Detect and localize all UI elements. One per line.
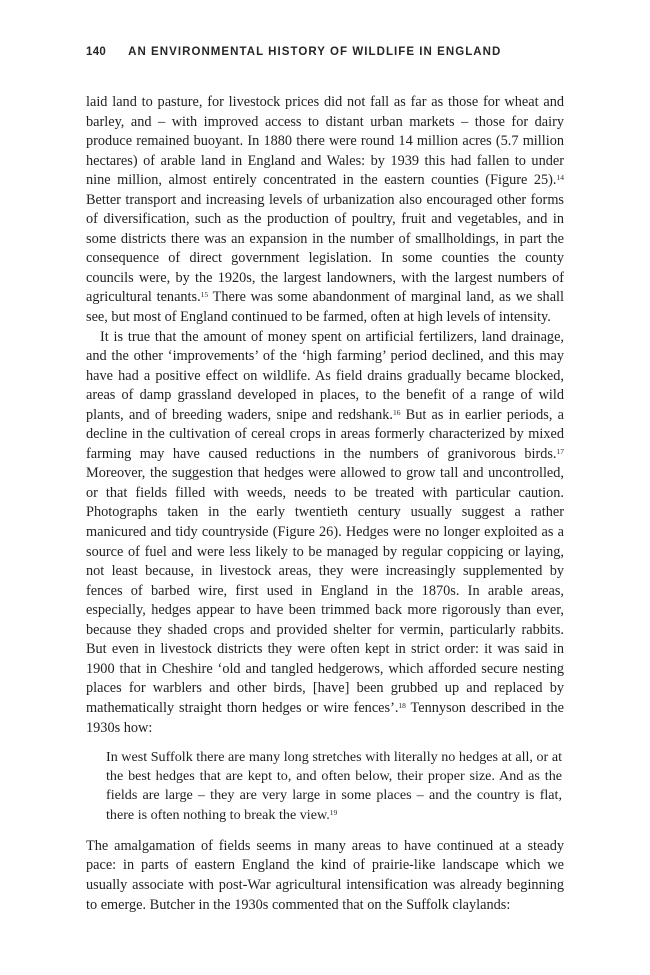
paragraph-hedges: [86, 328, 564, 738]
body-text: [86, 93, 564, 915]
paragraph-1-text-c: There was some abandonment of marginal land, as we shall see, but most of England continued to be farmed, often at high levels of intensity.: [86, 289, 564, 326]
running-title: AN ENVIRONMENTAL HISTORY OF WILDLIFE IN ENGLAND: [128, 46, 502, 58]
page-number: 140: [86, 46, 107, 58]
paragraph-continued: [86, 93, 564, 328]
footnote-ref-15: 15: [200, 290, 209, 300]
paragraph-amalgamation: [86, 837, 564, 915]
footnote-ref-16: 16: [392, 407, 401, 417]
paragraph-2-text-d: Tennyson described in the 1930s how:: [86, 699, 564, 736]
paragraph-1-text-b: Better transport and increasing levels of urbanization also encouraged other forms of diversification, such as the production of poultry, fruit and vegetables, and in some districts there was an expansion in the number of smallholdings, in part the consequence of direct government legislation. In some counties the county councils were, by the 1920s, the largest landowners, with the largest numbers of agricultural tenants.: [86, 191, 564, 306]
paragraph-2-text-b: But as in earlier periods, a decline in the cultivation of cereal crops in areas formerly characterized by mixed farming may have caused reductions in the numbers of granivorous birds.: [86, 406, 564, 462]
paragraph-1-text-a: laid land to pasture, for livestock prices did not fall as far as those for wheat and barley, and – with improved access to distant urban markets – those for dairy produce remained buoyant. In 1880 there were round 14 million acres (5.7 million hectares) of arable land in England and Wales: by 1939 this had fallen to under nine million, almost entirely concentrated in the eastern counties (Figure 25).: [86, 94, 564, 189]
paragraph-3-text: The amalgamation of fields seems in many areas to have continued at a steady pace: in parts of eastern England the kind of prairie-like landscape which we usually associate with post-War agricultural intensification was already beginning to emerge. Butcher in the 1930s commented that on the Suffolk claylands:: [86, 837, 564, 913]
footnote-ref-17: 17: [556, 446, 564, 456]
footnote-ref-18: 18: [398, 700, 406, 710]
paragraph-2-text-a: It is true that the amount of money spent on artificial fertilizers, land drainage, and the other ‘improvements’ of the ‘high farming’ period declined, and this may have had a positive effect on wildlife. As field drains gradually became blocked, areas of damp grassland developed in places, to the benefit of a range of wild plants, and of breeding waders, snipe and redshank.: [86, 328, 564, 423]
footnote-ref-14: 14: [556, 173, 564, 183]
block-quote: [106, 748, 562, 825]
footnote-ref-19: 19: [329, 807, 338, 817]
paragraph-2-text-c: Moreover, the suggestion that hedges were allowed to grow tall and uncontrolled, or that fields filled with weeds, needs to be treated with particular caution. Photographs taken in the early twentieth century usually suggest a rather manicured and tidy countryside (Figure 26). Hedges were no longer exploited as a source of fuel and were less likely to be managed by regular coppicing or laying, not least because, in livestock areas, they were increasingly supplemented by fences of barbed wire, first used in England in the 1870s. In arable areas, especially, hedges appear to have been trimmed back more rigorously than ever, because they shaded crops and provided shelter for vermin, particularly rabbits. But even in livestock districts they were often kept in strict order: it was said in 1900 that in Cheshire ‘old and tangled hedgerows, which afforded secure nesting places for warblers and other birds, [have] been grubbed up and replaced by mathematically straight thorn hedges or wire fences’.: [86, 465, 564, 716]
block-quote-text: In west Suffolk there are many long stretches with literally no hedges at all, or at the best hedges that are kept to, and often below, their proper size. And as the fields are large – they are very large in some places – and the country is flat, there is often nothing to break the view.: [106, 749, 562, 823]
running-head: [86, 46, 566, 58]
